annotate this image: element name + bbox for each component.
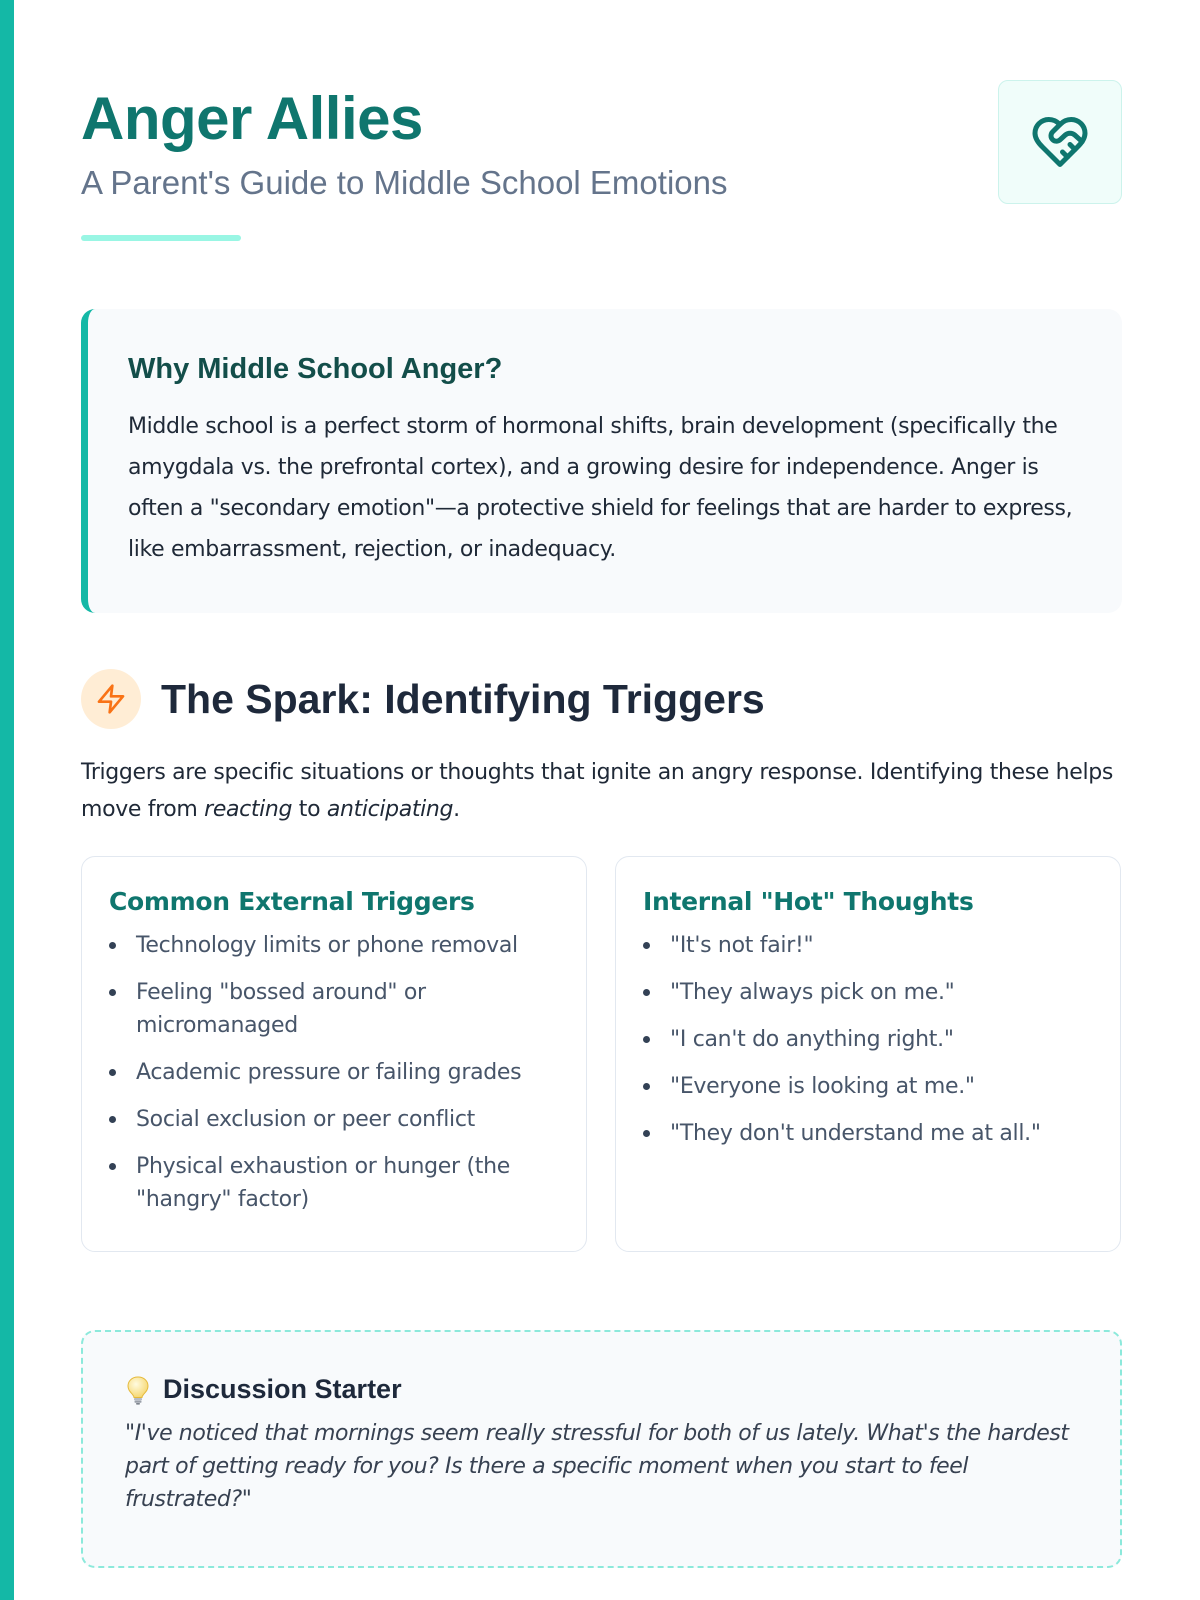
discussion-title: Discussion Starter [163, 1374, 402, 1404]
internal-thoughts-title: Internal "Hot" Thoughts [643, 887, 974, 916]
list-item: "It's not fair!" [643, 929, 1093, 962]
external-triggers-title: Common External Triggers [109, 887, 475, 916]
header [81, 0, 1121, 244]
list-item: Academic pressure or failing grades [109, 1056, 559, 1089]
heart-handshake-icon [1028, 112, 1092, 172]
intro-card [81, 309, 1122, 613]
list-item: Technology limits or phone removal [109, 929, 559, 962]
external-triggers-card [81, 856, 587, 1252]
internal-thoughts-card [615, 856, 1121, 1252]
discussion-header [125, 1374, 1080, 1405]
lightning-icon [95, 683, 127, 715]
list-item: Social exclusion or peer conflict [109, 1103, 559, 1136]
lead-text: . [453, 797, 460, 822]
lead-emphasis-reacting: reacting [204, 797, 293, 822]
page-subtitle: A Parent's Guide to Middle School Emotions [81, 164, 728, 201]
internal-thoughts-list [643, 929, 1093, 1150]
intro-heading: Why Middle School Anger? [128, 353, 503, 385]
external-triggers-list [109, 929, 559, 1216]
section-title: The Spark: Identifying Triggers [161, 675, 765, 722]
discussion-quote: "I've noticed that mornings seem really stressful for both of us lately. What's the hardest part of getting ready for you? Is there a specific moment when you start to feel frustrated?" [125, 1421, 1069, 1512]
intro-body: Middle school is a perfect storm of hormonal shifts, brain development (specifically the amygdala vs. the prefrontal cortex), and a growing desire for independence. Anger is often a "secondary emotion"—a protective shield for feelings that are harder to express, like embarrassment, rejection, or inadequacy. [128, 414, 1073, 562]
list-item: "Everyone is looking at me." [643, 1070, 1093, 1103]
lead-emphasis-anticipating: anticipating [326, 797, 454, 822]
list-item: Feeling "bossed around" or micromanaged [109, 976, 559, 1042]
accent-stripe [0, 0, 14, 1600]
title-underline [81, 235, 241, 241]
list-item: Physical exhaustion or hunger (the "hangry" factor) [109, 1150, 559, 1216]
section-lead [81, 754, 1122, 828]
content [81, 0, 1121, 1512]
page-title: Anger Allies [81, 85, 423, 152]
lead-text: Triggers are specific situations or thoughts that ignite an angry response. Identifying these helps move from [81, 760, 1113, 822]
lightbulb-icon [125, 1375, 151, 1405]
lead-text: to [292, 797, 327, 822]
discussion-starter-card [81, 1330, 1122, 1568]
list-item: "They don't understand me at all." [643, 1117, 1093, 1150]
spark-badge [81, 669, 141, 729]
list-item: "They always pick on me." [643, 976, 1093, 1009]
list-item: "I can't do anything right." [643, 1023, 1093, 1056]
logo-tile [998, 80, 1122, 204]
triggers-section-header [81, 668, 765, 730]
